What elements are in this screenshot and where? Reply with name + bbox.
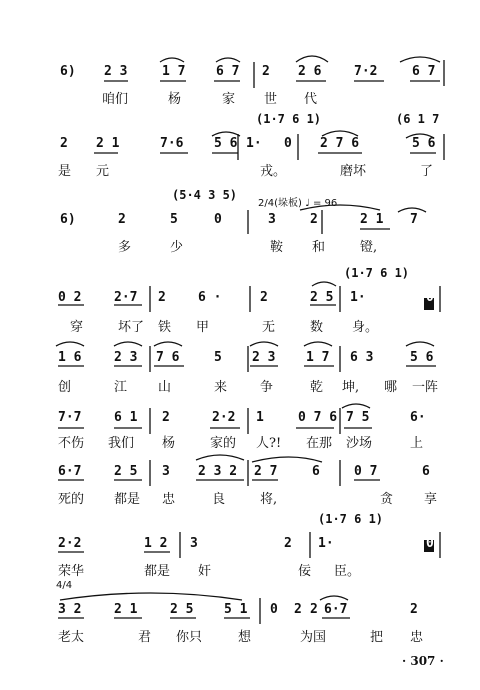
lyric: 一阵 bbox=[412, 380, 439, 395]
note-group: 5 6 bbox=[410, 350, 434, 365]
lyric: 我们 bbox=[108, 436, 135, 451]
note-group: 2·2 bbox=[58, 536, 82, 551]
lyric: 山 bbox=[158, 380, 172, 395]
note-group: 6·7 bbox=[324, 602, 348, 617]
lyric: 甲 bbox=[196, 320, 210, 335]
lyric: 忠 bbox=[410, 630, 424, 645]
note-group: 2 1 bbox=[114, 602, 138, 617]
note-group: 0 7 6 bbox=[298, 410, 338, 425]
note-group: 7 bbox=[410, 212, 418, 227]
lyric: 君 bbox=[138, 630, 152, 645]
lyric: 是 bbox=[58, 164, 72, 179]
note-group: 2 bbox=[284, 536, 292, 551]
lyric: 世 bbox=[264, 92, 278, 107]
note-group: 5 6 bbox=[412, 136, 436, 151]
lyric: 死的 bbox=[58, 492, 85, 507]
note-group: 3 2 bbox=[58, 602, 82, 617]
intro-phrase: (6 1 7 bbox=[396, 112, 440, 126]
lyric: 贪 bbox=[380, 492, 394, 507]
page-number: · 307 · bbox=[402, 654, 444, 668]
lyric: 将, bbox=[260, 492, 278, 507]
note-group: 2 bbox=[162, 410, 170, 425]
lyric: 磨坏 bbox=[340, 164, 367, 179]
lyric: 无 bbox=[262, 320, 276, 335]
note-group: 0 7 bbox=[354, 464, 378, 479]
note-group: 1 7 bbox=[306, 350, 330, 365]
note-group: 2 7 bbox=[254, 464, 278, 479]
note-group: 1· bbox=[318, 536, 334, 551]
note-group: 2 bbox=[60, 136, 68, 151]
note-group: 0 bbox=[270, 602, 278, 617]
lyric: 杨 bbox=[168, 92, 182, 107]
note-group: 3 bbox=[162, 464, 170, 479]
lyric: 创 bbox=[58, 380, 72, 395]
lyric: 为国 bbox=[300, 630, 327, 645]
lyric: 想 bbox=[238, 630, 252, 645]
lyric: 铁 bbox=[158, 320, 172, 335]
lyric: 沙场 bbox=[346, 436, 373, 451]
note-group: 7·6 bbox=[160, 136, 184, 151]
note-group: 1 2 bbox=[144, 536, 168, 551]
lyric: 都是 bbox=[144, 564, 171, 579]
note-group: 2 5 bbox=[170, 602, 194, 617]
lyric: 坤, bbox=[342, 380, 360, 395]
note-group: 2 1 bbox=[360, 212, 384, 227]
note-group: 6·7 bbox=[58, 464, 82, 479]
lyric: 代 bbox=[304, 92, 318, 107]
note-group: 2 bbox=[310, 212, 318, 227]
lyric: 镫, bbox=[360, 240, 378, 255]
note-group: 0 bbox=[426, 536, 434, 551]
note-group: 6· bbox=[410, 410, 426, 425]
note-group: 2 1 bbox=[96, 136, 120, 151]
lyric: 杨 bbox=[162, 436, 176, 451]
intro-phrase: (1·7 6 1) bbox=[318, 512, 384, 526]
lyric: 多 bbox=[118, 240, 132, 255]
lyric: 咱们 bbox=[102, 92, 129, 107]
lyric: 元 bbox=[96, 164, 110, 179]
tempo-mark: 2/4(垛板) ♩ = 96 bbox=[258, 198, 338, 209]
note-group: 2 bbox=[158, 290, 166, 305]
note-group: 2·2 bbox=[212, 410, 236, 425]
lyric: 家 bbox=[222, 92, 236, 107]
note-group: 2 bbox=[410, 602, 418, 617]
note-group: 7·2 bbox=[354, 64, 378, 79]
lyric: 家的 bbox=[210, 436, 237, 451]
note-group: 1· bbox=[246, 136, 262, 151]
intro-phrase: (1·7 6 1) bbox=[256, 112, 322, 126]
note-group: 6 7 bbox=[216, 64, 240, 79]
lyric: 在那 bbox=[306, 436, 333, 451]
lyric: 坏了 bbox=[118, 320, 145, 335]
note-group: 0 2 bbox=[58, 290, 82, 305]
note-group: 1 bbox=[256, 410, 264, 425]
lyric: 都是 bbox=[114, 492, 141, 507]
note-group: 2·7 bbox=[114, 290, 138, 305]
note-group: 3 bbox=[190, 536, 198, 551]
intro-phrase: (1·7 6 1) bbox=[344, 266, 410, 280]
note-group: 2 bbox=[294, 602, 302, 617]
note-group: 2 3 bbox=[104, 64, 128, 79]
intro-phrase: (5·4 3 5) bbox=[172, 188, 238, 202]
lyric: 了 bbox=[420, 164, 434, 179]
note-group: 0 bbox=[214, 212, 222, 227]
note-group: 6 · bbox=[198, 290, 222, 305]
lyric: 忠 bbox=[162, 492, 176, 507]
note-group: 5 bbox=[170, 212, 178, 227]
note-group: 6 1 bbox=[114, 410, 138, 425]
note-group: 3 bbox=[268, 212, 276, 227]
lyric: 人?! bbox=[256, 436, 282, 451]
note-group: 6) bbox=[60, 64, 76, 79]
note-group: 7 6 bbox=[156, 350, 180, 365]
lyric: 和 bbox=[312, 240, 326, 255]
note-group: 2 3 bbox=[114, 350, 138, 365]
note-group: 0 bbox=[284, 136, 292, 151]
lyric: 来 bbox=[214, 380, 228, 395]
note-group: 6 3 bbox=[350, 350, 374, 365]
note-group: 2 3 bbox=[252, 350, 276, 365]
lyric: 鞍 bbox=[270, 240, 284, 255]
lyric: 数 bbox=[310, 320, 324, 335]
lyric: 奸 bbox=[198, 564, 212, 579]
lyric: 少 bbox=[170, 240, 184, 255]
note-group: 2 5 bbox=[310, 290, 334, 305]
lyric: 把 bbox=[370, 630, 384, 645]
note-group: 2 bbox=[118, 212, 126, 227]
note-group: 1· bbox=[350, 290, 366, 305]
lyric: 老太 bbox=[58, 630, 85, 645]
note-group: 6) bbox=[60, 212, 76, 227]
lyric: 臣。 bbox=[334, 564, 361, 579]
lyric: 戎。 bbox=[260, 164, 287, 179]
lyric: 享 bbox=[424, 492, 438, 507]
note-group: 7 5 bbox=[346, 410, 370, 425]
note-group: 2 bbox=[260, 290, 268, 305]
lyric: 乾 bbox=[310, 380, 324, 395]
lyric: 良 bbox=[212, 492, 226, 507]
note-group: 2 6 bbox=[298, 64, 322, 79]
note-group: 2 bbox=[262, 64, 270, 79]
note-group: 5 6 bbox=[214, 136, 238, 151]
note-group: 2 5 bbox=[114, 464, 138, 479]
lyric: 荣华 bbox=[58, 564, 85, 579]
lyric: 争 bbox=[260, 380, 274, 395]
lyric: 佞 bbox=[298, 564, 312, 579]
note-group: 2 bbox=[310, 602, 318, 617]
note-group: 6 bbox=[312, 464, 320, 479]
lyric: 哪 bbox=[384, 380, 398, 395]
lyric: 你只 bbox=[176, 630, 203, 645]
note-group: 6 7 bbox=[412, 64, 436, 79]
lyric: 穿 bbox=[70, 320, 84, 335]
lyric: 江 bbox=[114, 380, 128, 395]
note-group: 1 6 bbox=[58, 350, 82, 365]
note-group: 7·7 bbox=[58, 410, 82, 425]
note-group: 2 3 2 bbox=[198, 464, 238, 479]
note-group: 2 7 6 bbox=[320, 136, 360, 151]
note-group: 1 7 bbox=[162, 64, 186, 79]
lyric: 身。 bbox=[352, 320, 379, 335]
note-group: 5 1 bbox=[224, 602, 248, 617]
meter-change: 4/4 bbox=[56, 580, 73, 591]
note-group: 5 bbox=[214, 350, 222, 365]
note-group: 0 bbox=[426, 290, 434, 305]
lyric: 上 bbox=[410, 436, 424, 451]
note-group: 6 bbox=[422, 464, 430, 479]
lyric: 不伤 bbox=[58, 436, 85, 451]
